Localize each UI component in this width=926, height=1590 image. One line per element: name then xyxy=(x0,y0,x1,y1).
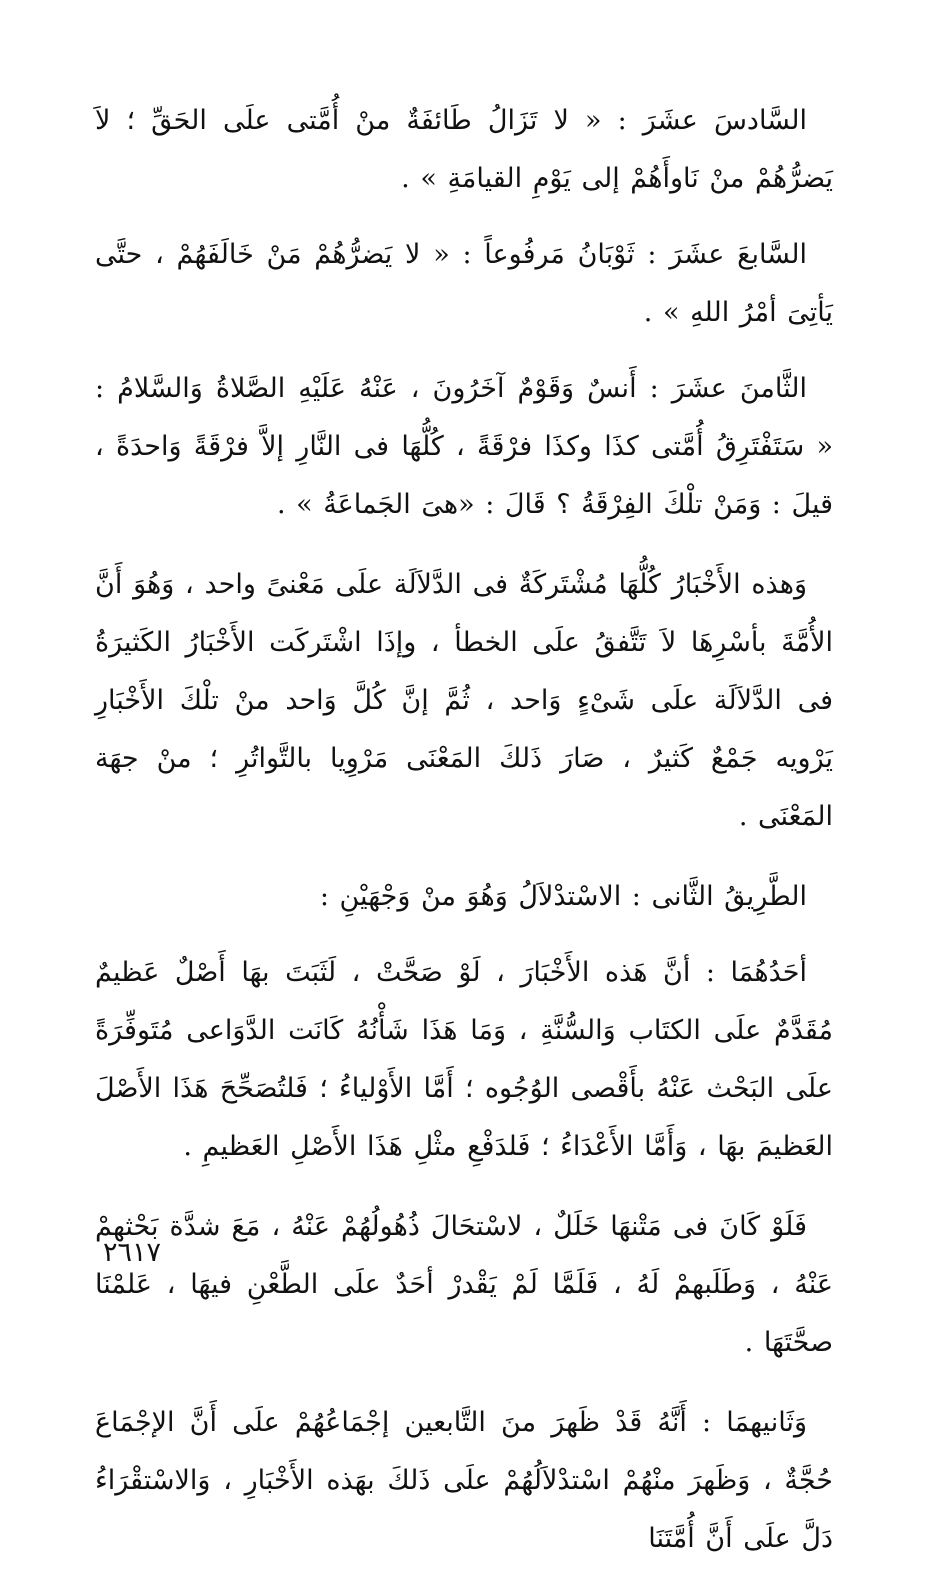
paragraph-second-aspect: وَثَانيهمَا : أَنَّهُ قَدْ ظَهرَ منَ التَّابعين إجْمَاعُهُمْ علَى أَنَّ الإجْمَاعَ حُجَّةٌ ، وَظَهرَ منْهُمْ اسْتدْلاَلُهُمْ علَى ذَلكَ بهَذه الأَخْبَارِ ، وَالاسْتقْرَاءُ دَلَّ علَى أَنَّ أُمَّتَنَا xyxy=(95,1407,833,1554)
paragraph-hadith-16: السَّادسَ عشَرَ : « لا تَزَالُ طَائفَةٌ منْ أُمَّتى علَى الحَقِّ ؛ لاَ يَضرُّهُمْ منْ نَاوأَهُمْ إلى يَوْمِ القيامَةِ » . xyxy=(95,105,833,194)
paragraph-hadith-17: السَّابعَ عشَرَ : ثَوْبَانُ مَرفُوعاً : « لا يَضرُّهُمْ مَنْ خَالَفَهُمْ ، حتَّى يَأتِىَ أمْرُ اللهِ » . xyxy=(95,239,833,328)
page-body-text xyxy=(95,92,833,1590)
paragraph-first-aspect: أحَدُهُمَا : أنَّ هَذه الأَخْبَارَ ، لَوْ صَحَّتْ ، لَثَبَتَ بهَا أَصْلٌ عَظيمٌ مُقَدَّمٌ علَى الكتَاب وَالسُّنَّةِ ، وَمَا هَذَا شَأْنُهُ كَانَت الدَّوَاعى مُتَوفِّرَةً علَى البَحْث عَنْهُ بأَقْصى الوُجُوه ؛ أَمَّا الأَوْلياءُ ؛ فَلتُصَحِّحَ هَذَا الأَصْلَ العَظيمَ بهَا ، وَأَمَّا الأَعْدَاءُ ؛ فَلدَفْعِ مثْلِ هَذَا الأَصْلِ العَظيمِ . xyxy=(95,957,833,1162)
section-heading-second-path: الطَّرِيقُ الثَّانى : الاسْتدْلاَلُ وَهُوَ منْ وَجْهَيْنِ : xyxy=(319,881,807,912)
paragraph-tawatur-summary: وَهذه الأَخْبَارُ كُلُّهَا مُشْتَركَةٌ فى الدَّلاَلَة علَى مَعْنىً واحد ، وَهُوَ أَنَّ الأُمَّةَ بأسْرِهَا لاَ تَتَّفقُ علَى الخطأ ، وإذَا اشْتَركَت الأَخْبَارُ الكَثيرَةُ فى الدَّلاَلَة علَى شَىْءٍ وَاحد ، ثُمَّ إنَّ كُلَّ وَاحد منْ تلْكَ الأَخْبَارِ يَرْويه جَمْعٌ كَثيرٌ ، صَارَ ذَلكَ المَعْنَى مَرْوِيا بالتَّواتُرِ ؛ منْ جهَة المَعْنَى . xyxy=(95,569,833,832)
paragraph-first-aspect-continued: فَلَوْ كَانَ فى مَتْنهَا خَلَلٌ ، لاسْتحَالَ ذُهُولُهُمْ عَنْهُ ، مَعَ شدَّة بَحْثهمْ عَنْهُ ، وَطَلَبهمْ لَهُ ، فَلَمَّا لَمْ يَقْدرْ أحَدٌ علَى الطَّعْنِ فيهَا ، عَلمْنَا صحَّتَهَا . xyxy=(95,1211,833,1358)
paragraph-hadith-18: الثَّامنَ عشَرَ : أَنسٌ وَقَوْمٌ آخَرُونَ ، عَنْهُ عَلَيْهِ الصَّلاةُ وَالسَّلامُ : « سَتَفْتَرِقُ أُمَّتى كذَا وكذَا فرْقَةً ، كُلُّهَا فى النَّارِ إلاَّ فرْقَةً وَاحدَةً ، قيلَ : وَمَنْ تلْكَ الفِرْقَةُ ؟ قَالَ : «هىَ الجَماعَةُ » . xyxy=(95,373,833,520)
page-number: ٢٦١٧ xyxy=(103,1237,162,1268)
